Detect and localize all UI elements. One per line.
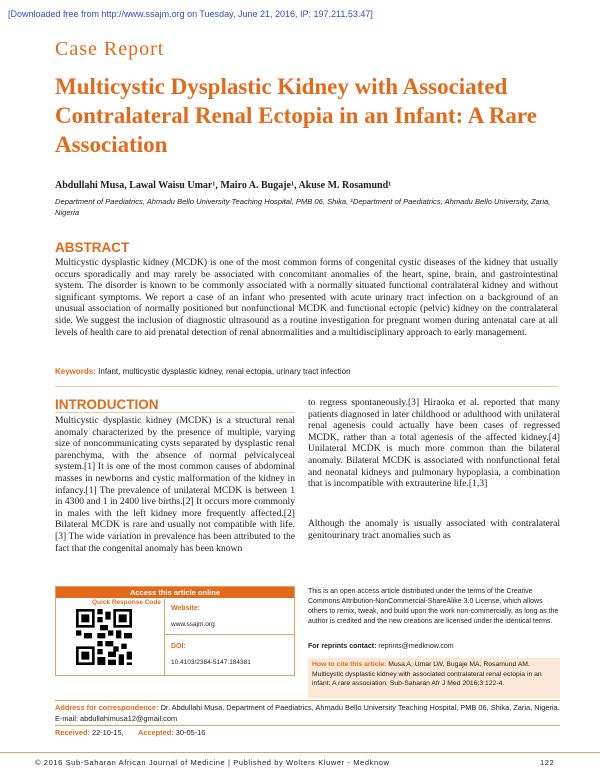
website-link[interactable]: www.ssajm.org	[171, 621, 215, 628]
correspondence-label: Address for correspondence:	[55, 703, 159, 712]
correspondence-text: Dr. Abdullahi Musa, Department of Paediatrics, Ahmadu Bello University Teaching Hospital, PMB 06, Shika, Zaria, Nigeria. E-mail: abdullahimusa12@gmail.com	[55, 703, 560, 723]
received-label: Received:	[55, 728, 90, 737]
reprints-label: For reprints contact:	[308, 643, 377, 650]
keywords-text: Infant, multicystic dysplastic kidney, renal ectopia, urinary tract infection	[98, 367, 351, 376]
accepted-label: Accepted:	[138, 728, 174, 737]
intro-divider	[55, 412, 295, 413]
intro-column-1: Multicystic dysplastic kidney (MCDK) is a structural renal anomaly characterized by the presence of multiple, varying size of noncommunicating cysts separated by dysplastic renal parenchyma, with the absence of normal pelvicalyceal system.[1] It is one of the most common causes of abdominal masses in newborns and cystic malformation of the kidney in infancy.[1] The prevalence of unilateral MCDK is between 1 in 4300 and 1 in 2400 live births.[2] It occurs more commonly in males with the left kidney more frequently affected.[2] Bilateral MCDK is rare and usually not compatible with life.[3] The wide variation in prevalence has been attributed to the fact that the congenital anomaly has been known	[55, 415, 295, 554]
footer-text: © 2016 Sub-Saharan African Journal of Medicine | Published by Wolters Kluwer - Medknow	[35, 758, 390, 767]
access-box	[55, 586, 295, 676]
reprints-email[interactable]: reprints@medknow.com	[378, 643, 454, 650]
website-label: Website:	[171, 605, 201, 612]
intro-column-2a: to regress spontaneously.[3] Hiraoka et al. reported that many patients diagnosed in later childhood or adulthood with unilateral renal agenesis could actually have been cases of regressed MCDK, rather than a total agenesis of the affected kidney.[4] Unilateral MCDK is much more common than the bilateral anomaly. Bilateral MCDK is associated with nonfunctional fetal and neonatal kidneys and pulmonary hypoplasia, a combination that is incompatible with extrauterine life.[1,3]	[308, 397, 560, 490]
reprints-contact	[308, 643, 454, 650]
section-divider	[55, 386, 558, 387]
page-footer	[0, 752, 600, 776]
open-access-notice: This is an open access article distributed under the terms of the Creative Commons Attribution-NonCommercial-ShareAlike 3.0 License, which allows others to remix, tweak, and build upon the work non-commercially, as long as the author is credited and the new creations are licensed under the identical terms.	[308, 588, 559, 625]
citation-text: Musa A, Umar LW, Bugaje MA, Rosamund AM. Multicystic dysplastic kidney with associated contralateral renal ectopia in an infant: A rare association. Sub-Saharan Afr J Med 2016;3:122-4.	[312, 661, 542, 687]
article-title: Multicystic Dysplastic Kidney with Associated Contralateral Renal Ectopia in an Infant: A Rare Association	[55, 74, 537, 157]
article-info-panel	[164, 599, 294, 675]
qr-label: Quick Response Code	[92, 599, 161, 606]
access-box-title: Access this article online	[56, 587, 294, 598]
keywords-label: Keywords:	[55, 367, 96, 376]
author-list: Abdullahi Musa, Lawal Waisu Umar¹, Mairo A. Bugaje¹, Akuse M. Rosamund¹	[55, 180, 392, 191]
abstract-heading: ABSTRACT	[55, 240, 130, 255]
info-divider	[165, 634, 295, 635]
citation-box	[308, 658, 560, 698]
qr-code-icon[interactable]	[76, 609, 132, 665]
affiliation: Department of Paediatrics, Ahmadu Bello University Teaching Hospital, PMB 06, Shika, ¹Department of Paediatrics, Ahmadu Bello University, Zaria, Nigeria	[55, 197, 551, 217]
intro-heading: INTRODUCTION	[55, 397, 159, 412]
intro-column-2b: Although the anomaly is usually associated with contralateral genitourinary tract anomalies such as	[308, 518, 560, 541]
download-notice: [Downloaded free from http://www.ssajm.org on Tuesday, June 21, 2016, IP: 197.211.53.47]	[8, 9, 373, 19]
article-dates	[55, 725, 560, 737]
citation-label: How to cite this article:	[312, 661, 387, 668]
page-number: 122	[540, 758, 555, 767]
doi-label: DOI:	[171, 643, 186, 650]
accepted-date: 30-05-16	[175, 728, 206, 737]
doi-value[interactable]: 10.4103/2384-5147.184381	[171, 659, 251, 666]
correspondence	[55, 700, 560, 724]
keywords	[55, 367, 351, 376]
abstract-body: Multicystic dysplastic kidney (MCDK) is one of the most common forms of congenital cystic diseases of the kidney that usually occurs sporadically and may rarely be associated with concomitant anomalies of the heart, spine, brain, and gastrointestinal system. The disorder is known to be commonly associated with a normally situated functional contralateral kidney and without significant symptoms. We report a case of an infant who presented with acute urinary tract infection on a background of an unusual association of normally positioned but nonfunctional MCDK and functional ectopic (pelvic) kidney on the contralateral side. We suggest the inclusion of diagnostic ultrasound as a routine investigation for pregnant women during antenatal care at all levels of health care to aid prenatal detection of renal abnormalities and a multidisciplinary approach to early management.	[55, 257, 558, 338]
article-type: Case Report	[55, 38, 165, 60]
received-date: 22-10-15,	[91, 728, 124, 737]
